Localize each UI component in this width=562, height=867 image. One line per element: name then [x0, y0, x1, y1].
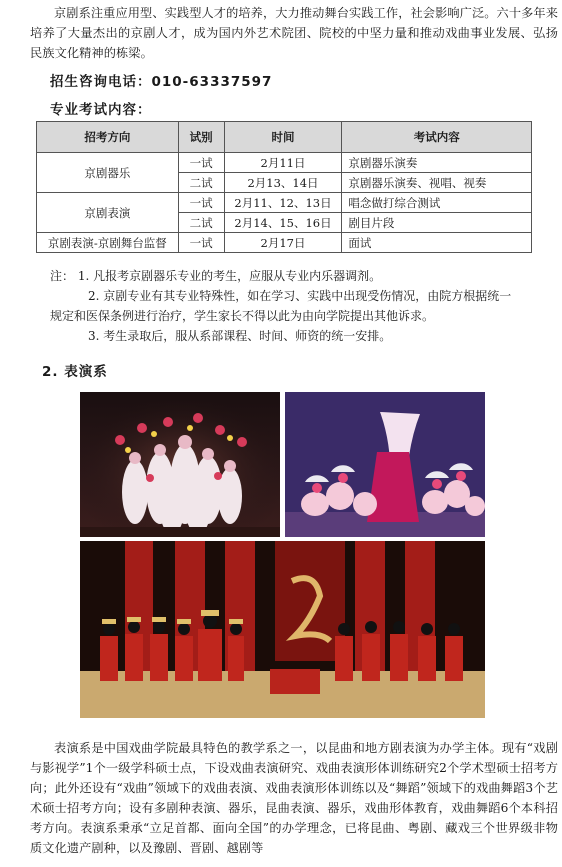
cell-date: 2月14、15、16日 [224, 213, 342, 233]
header-direction: 招考方向 [37, 122, 179, 153]
cell-content: 剧目片段 [342, 213, 532, 233]
cell-content: 京剧器乐演奏、视唱、视奏 [342, 173, 532, 193]
stage-photo-fan-dance [285, 392, 485, 537]
cell-date: 2月11、12、13日 [224, 193, 342, 213]
table-row [37, 193, 532, 213]
header-content: 考试内容 [342, 122, 532, 153]
cell-direction: 京剧表演 [37, 193, 179, 233]
notes-block [50, 266, 520, 346]
header-round: 试别 [178, 122, 224, 153]
section-title-performance-dept: 2. 表演系 [42, 364, 108, 380]
table-header-row [37, 122, 532, 153]
opera-scene-illustration [80, 541, 485, 718]
header-time: 时间 [224, 122, 342, 153]
note-item-1 [50, 266, 520, 286]
cell-content: 唱念做打综合测试 [342, 193, 532, 213]
table-row [37, 233, 532, 253]
cell-date: 2月17日 [224, 233, 342, 253]
stage-photo-opera-scene [80, 541, 485, 718]
cell-content: 面试 [342, 233, 532, 253]
flower-ensemble-illustration [80, 392, 280, 537]
cell-date: 2月11日 [224, 153, 342, 173]
cell-direction: 京剧器乐 [37, 153, 179, 193]
exam-content-heading: 专业考试内容： [50, 102, 152, 118]
table-row [37, 153, 532, 173]
intro-paragraph: 京剧系注重应用型、实践型人才的培养，大力推动舞台实践工作，社会影响广泛。六十多年来培养了大量杰出的京剧人才，成为国内外艺术院团、院校的中坚力量和推动戏曲事业发展、弘扬民族文化精神的栋梁。 [30, 6, 558, 60]
cell-content: 京剧器乐演奏 [342, 153, 532, 173]
performance-dept-paragraph: 表演系是中国戏曲学院最具特色的教学系之一，以昆曲和地方剧表演为办学主体。现有“戏剧与影视学”1个一级学科硕士点，下设戏曲表演研究、戏曲表演形体训练研究2个学术型硕士招考方向；此外还设有“戏曲”领域下的戏曲表演、戏曲表演形体训练以及“舞蹈”领域下的戏曲舞蹈3个艺术硕士招考方向；设有多剧种表演、器乐，昆曲表演、器乐，戏曲形体教育，戏曲舞蹈6个本科招考方向。表演系秉承“立足首都、面向全国”的办学理念，已将昆曲、粤剧、藏戏三个世界级非物质文化遗产剧种，以及豫剧、晋剧、越剧等 [30, 741, 558, 855]
cell-round: 一试 [178, 193, 224, 213]
note-text: 1. 凡报考京剧器乐专业的考生，应服从专业内乐器调剂。 [77, 269, 382, 283]
cell-round: 二试 [178, 213, 224, 233]
stage-photo-flower-ensemble [80, 392, 280, 537]
notes-label: 注： [50, 269, 75, 283]
cell-round: 一试 [178, 153, 224, 173]
note-item-3: 3. 考生录取后，服从系部课程、时间、师资的统一安排。 [88, 329, 392, 343]
admissions-hotline: 招生咨询电话：010-63337597 [50, 74, 273, 90]
cell-direction: 京剧表演-京剧舞台监督 [37, 233, 179, 253]
cell-round: 二试 [178, 173, 224, 193]
note-item-2: 2. 京剧专业有其专业特殊性，如在学习、实践中出现受伤情况，由院方根据统一规定和医保条例进行治疗，学生家长不得以此为由向学院提出其他诉求。 [50, 289, 512, 323]
cell-date: 2月13、14日 [224, 173, 342, 193]
cell-round: 一试 [178, 233, 224, 253]
exam-schedule-table [36, 121, 532, 253]
fan-dance-illustration [285, 392, 485, 537]
